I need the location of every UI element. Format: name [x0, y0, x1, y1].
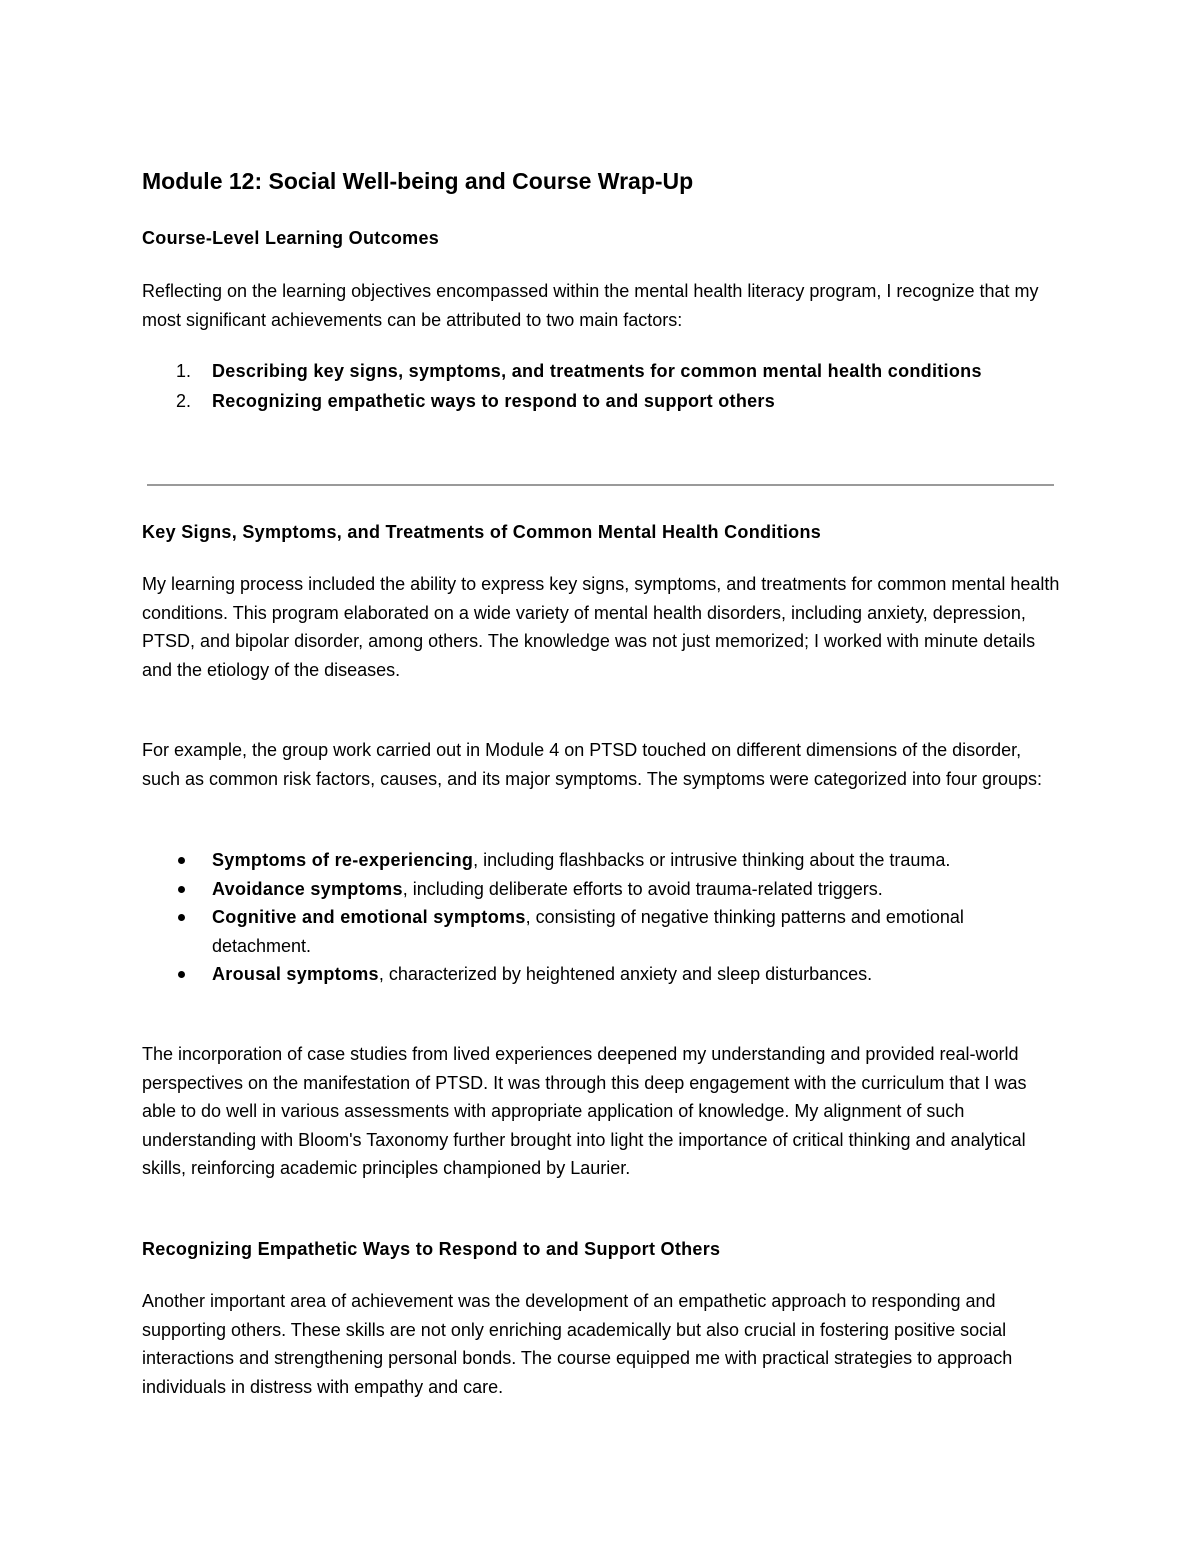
symptom-description: , consisting of negative thinking patterns and emotional detachment. — [212, 907, 964, 956]
section-heading-signs: Key Signs, Symptoms, and Treatments of Common Mental Health Conditions — [142, 522, 822, 542]
list-number: 2. — [176, 390, 192, 411]
horizontal-divider — [147, 484, 1054, 486]
page-title: Module 12: Social Well-being and Course Wrap-Up — [142, 168, 694, 194]
section-heading-empathy: Recognizing Empathetic Ways to Respond to and Support Others — [142, 1239, 721, 1259]
outcomes-heading: Course-Level Learning Outcomes — [142, 228, 440, 248]
list-item — [142, 387, 1062, 416]
symptom-name: Avoidance symptoms — [212, 878, 403, 899]
outcome-text: Describing key signs, symptoms, and treatments for common mental health conditions — [212, 361, 982, 381]
symptom-description: , including deliberate efforts to avoid trauma-related triggers. — [402, 878, 883, 899]
section1-paragraph-3: The incorporation of case studies from lived experiences deepened my understanding and provided real-world perspectives on the manifestation of PTSD. It was through this deep engagement with the curriculum that I was able to do well in various assessments with appropriate application of knowledge. My alignment of such understanding with Bloom's Taxonomy further brought into light the importance of critical thinking and analytical skills, reinforcing academic principles championed by Laurier. — [142, 1044, 1027, 1179]
list-item — [142, 903, 1062, 960]
list-item — [142, 846, 1062, 875]
list-number: 1. — [176, 361, 192, 381]
outcomes-intro: Reflecting on the learning objectives encompassed within the mental health literacy program, I recognize that my most significant achievements can be attributed to two main factors: — [142, 281, 1039, 330]
symptom-name: Arousal symptoms — [212, 964, 379, 985]
section2-paragraph-1: Another important area of achievement was the development of an empathetic approach to responding and supporting others. These skills are not only enriching academically but also crucial in fostering positive social interactions and strengthening personal bonds. The course equipped me with practical strategies to approach individuals in distress with empathy and care. — [142, 1291, 1013, 1397]
outcome-text: Recognizing empathetic ways to respond to and support others — [212, 390, 776, 411]
section1-paragraph-1: My learning process included the ability to express key signs, symptoms, and treatments for common mental health conditions. This program elaborated on a wide variety of mental health disorders, including anxiety, depression, PTSD, and bipolar disorder, among others. The knowledge was not just memorized; I worked with minute details and the etiology of the diseases. — [142, 574, 1060, 680]
symptom-description: , including flashbacks or intrusive thinking about the trauma. — [473, 850, 951, 870]
outcomes-list — [142, 357, 1062, 415]
bullet-icon — [178, 886, 185, 893]
symptom-name: Symptoms of re-experiencing — [212, 850, 474, 870]
bullet-icon — [178, 857, 185, 864]
list-item — [142, 875, 1062, 904]
section1-paragraph-2: For example, the group work carried out in Module 4 on PTSD touched on different dimensions of the disorder, such as common risk factors, causes, and its major symptoms. The symptoms were categorized into four groups: — [142, 740, 1043, 789]
symptom-name: Cognitive and emotional symptoms — [212, 907, 526, 928]
list-item — [142, 960, 1062, 989]
list-item — [142, 357, 1062, 386]
symptom-description: , characterized by heightened anxiety and sleep disturbances. — [378, 964, 873, 985]
bullet-icon — [178, 971, 185, 978]
symptom-list — [142, 846, 1062, 989]
bullet-icon — [178, 914, 185, 921]
